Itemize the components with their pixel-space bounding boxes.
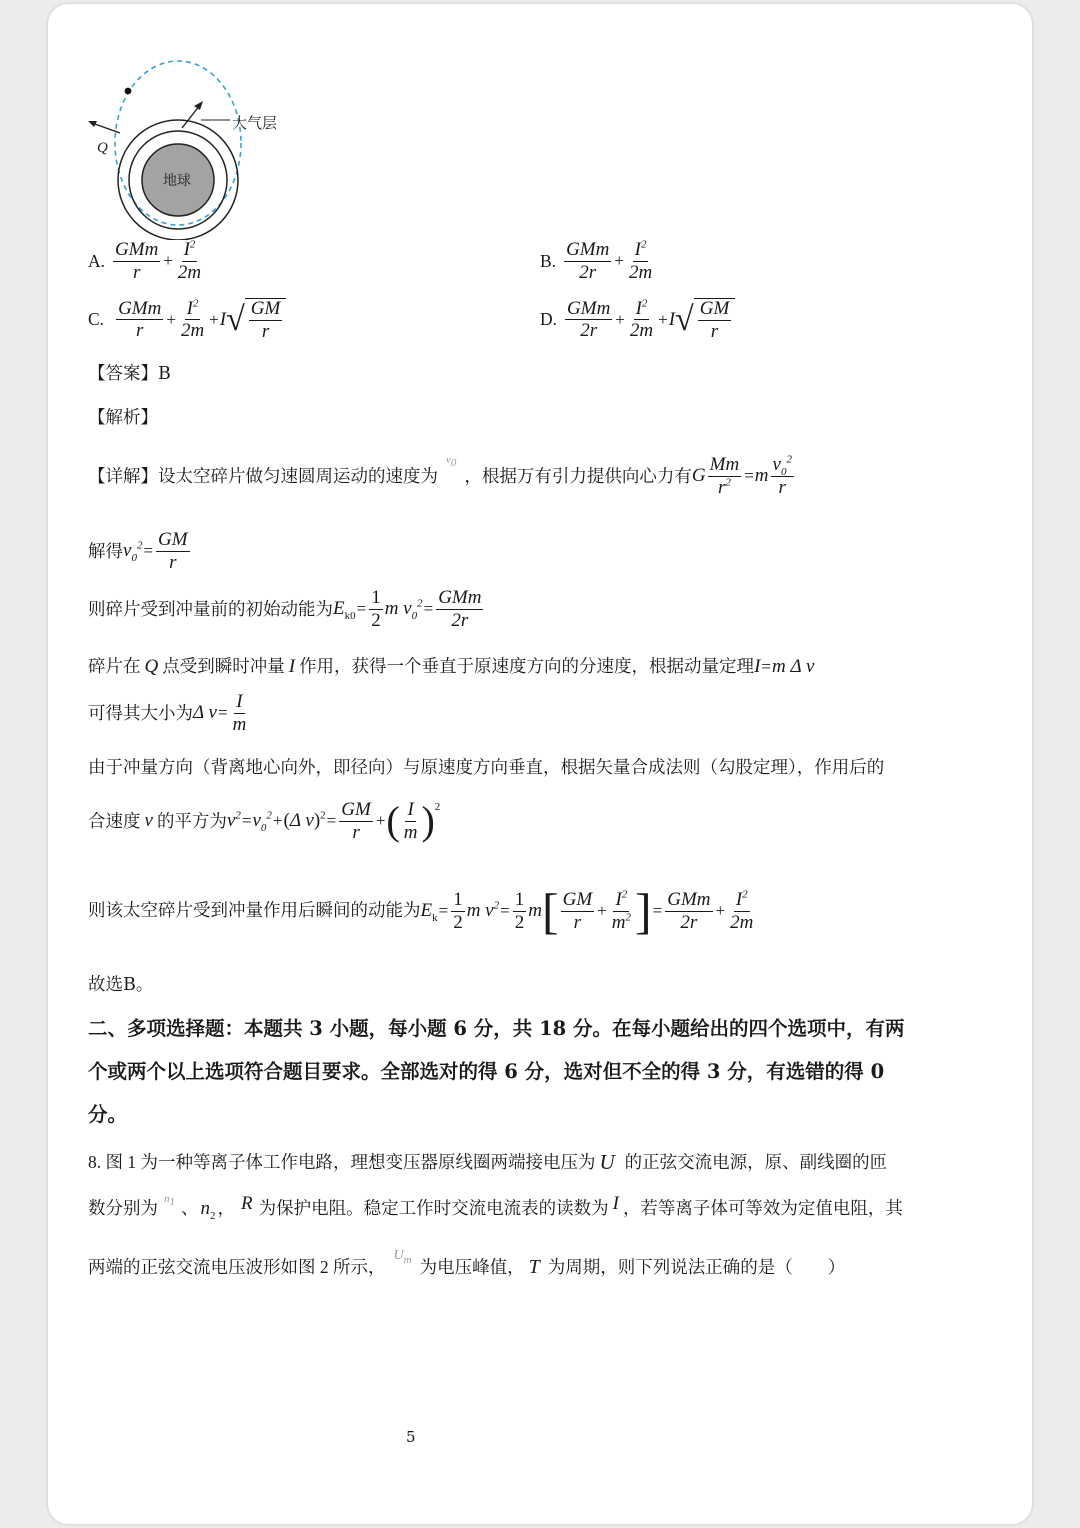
q8-line1: 8. 图 1 为一种等离子体工作电路，理想变压器原线圈两端接电压为 U 的正弦交流电源，原、副线圈的匝	[88, 1150, 888, 1174]
earth-label: 地球	[163, 173, 191, 189]
vector-line: 由于冲量方向（背离地心向外，即径向）与原速度方向垂直，根据矢量合成法则（勾股定理），作用后的	[88, 758, 885, 778]
option-b: B. $\frac{\text{GMm}}{2r}$ + $\frac{I^2}{2m}$	[540, 238, 653, 283]
orbit-diagram	[80, 50, 320, 240]
section-heading-line3: 分。	[88, 1103, 128, 1126]
q8-line2: 数分别为 $n_1$ 、 $n_2$ ， R 为保护电阻。稳定工作时交流电流表的读数为 I ，若等离子体可等效为定值电阻，其	[88, 1193, 903, 1222]
section-heading-line2: 个或两个以上选项符合题目要求。全部选对的得 6 分，选对但不全的得 3 分，有选错的得 0	[88, 1060, 885, 1083]
detail-line: 【详解】设太空碎片做匀速圆周运动的速度为 $v_0$ ，根据万有引力提供向心力有 G $\frac{Mm}{r^2}$ = m $\frac{v_0^2}{r}$	[88, 453, 792, 498]
magnitude-line: 可得其大小为 Δ v = $\frac{I}{m}$	[88, 691, 247, 735]
answer-line: 【答案】B	[88, 364, 171, 384]
final-ke-line: 则该太空碎片受到冲量作用后瞬间的动能为 $E_k$ = $\frac{1}{2}$ m $v^2$ = $\frac{1}{2}$ m [ $\frac{GM}{r}$ + $\frac{I^2}{m^2}$ ] = $\frac{\text{GMm}}{2r}$ + $\frac{I^2}{2m}$	[88, 883, 754, 939]
analysis-heading: 【解析】	[88, 408, 158, 428]
choose-line: 故选B。	[88, 975, 154, 995]
impulse-line: 碎片在 Q 点受到瞬时冲量 I 作用，获得一个垂直于原速度方向的分速度，根据动量定理 I = m Δ v	[88, 656, 815, 677]
section-heading-line1: 二、多项选择题：本题共 3 小题，每小题 6 分，共 18 分。在每小题给出的四个选项中，有两	[88, 1017, 905, 1040]
atmosphere-pointer	[182, 105, 200, 128]
speed-squared-line: 合速度 v 的平方为 $v^2$ = $v_0^2$ + ( Δ v )$^2$ = $\frac{GM}{r}$ + ( $\frac{I}{m}$ ) $^2$	[88, 798, 441, 844]
option-c: C. $\frac{\text{GMm}}{r}$ + $\frac{I^2}{2m}$ + I √ $\frac{GM}{r}$	[88, 298, 286, 342]
atmosphere-label: 大气层	[232, 114, 278, 132]
debris-point	[125, 88, 132, 95]
solve-line: 解得 $v_0^2$ = $\frac{GM}{r}$	[88, 529, 188, 573]
q-label: Q	[97, 140, 108, 156]
option-a: A. $\frac{\text{GMm}}{r}$ + $\frac{I^2}{2m}$	[88, 238, 202, 283]
page-number: 5	[406, 1428, 416, 1446]
option-d: D. $\frac{\text{GMm}}{2r}$ + $\frac{I^2}{2m}$ + I √ $\frac{GM}{r}$	[540, 298, 735, 342]
q8-line3: 两端的正弦交流电压波形如图 2 所示， $U_m$ 为电压峰值， T 为周期，则下列说法正确的是（ ）	[88, 1247, 846, 1278]
initial-ke-line: 则碎片受到冲量前的初始动能为 $E_{k0}$ = $\frac{1}{2}$ m $v_0^2$ = $\frac{\text{GMm}}{2r}$	[88, 587, 482, 631]
